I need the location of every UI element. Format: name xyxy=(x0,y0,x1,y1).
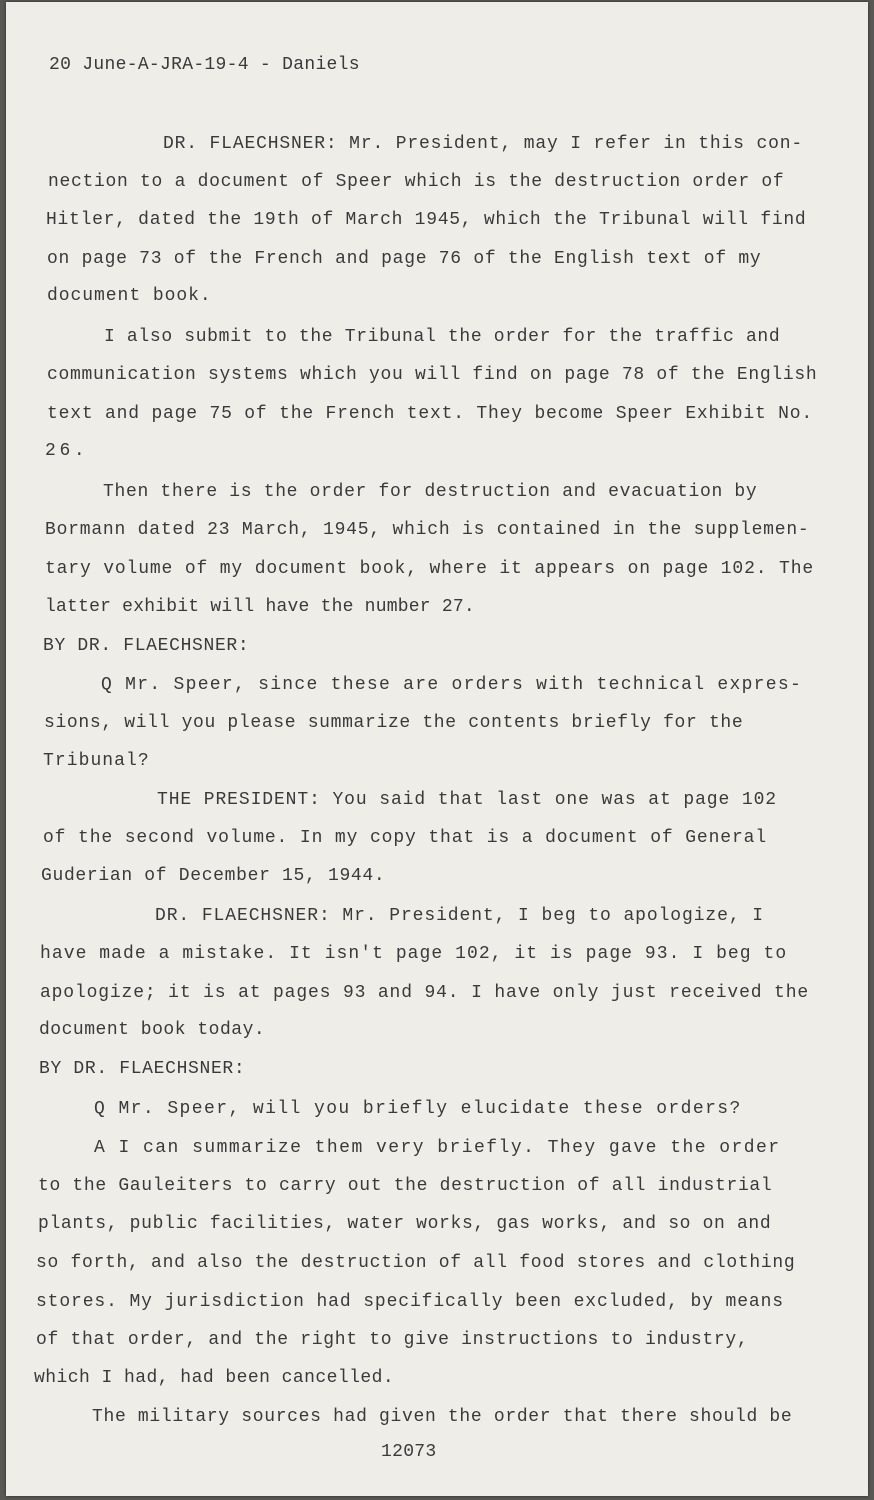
text-line: document book today. xyxy=(39,1020,266,1040)
text-line: latter exhibit will have the number 27. xyxy=(45,597,475,617)
text-line: on page 73 of the French and page 76 of the English text of my xyxy=(47,249,762,269)
text-line: communication systems which you will find on page 78 of the English xyxy=(47,365,818,385)
text-line: document book. xyxy=(47,286,212,306)
text-line: nection to a document of Speer which is the destruction order of xyxy=(48,172,785,192)
document-page xyxy=(6,2,868,1496)
text-line: The military sources had given the order that there should be xyxy=(92,1407,793,1427)
text-line: Tribunal? xyxy=(43,751,150,771)
text-line: to the Gauleiters to carry out the destruction of all industrial xyxy=(38,1176,773,1196)
running-head: 20 June-A-JRA-19-4 - Daniels xyxy=(49,55,360,75)
text-line: of that order, and the right to give instructions to industry, xyxy=(36,1330,749,1350)
text-line: A I can summarize them very briefly. They gave the order xyxy=(94,1138,781,1158)
text-line: of the second volume. In my copy that is a document of General xyxy=(43,828,767,848)
text-line: Q Mr. Speer, since these are orders with technical expres- xyxy=(101,675,803,695)
text-line: so forth, and also the destruction of all food stores and clothing xyxy=(36,1253,796,1273)
text-line: apologize; it is at pages 93 and 94. I have only just received the xyxy=(40,983,809,1003)
text-line: stores. My jurisdiction had specifically been excluded, by means xyxy=(36,1292,784,1312)
text-line: Guderian of December 15, 1944. xyxy=(41,866,386,886)
text-line: BY DR. FLAECHSNER: xyxy=(39,1059,246,1079)
text-line: plants, public facilities, water works, gas works, and so on and xyxy=(38,1214,772,1234)
text-line: which I had, had been cancelled. xyxy=(34,1368,395,1388)
text-line: text and page 75 of the French text. They become Speer Exhibit No. xyxy=(47,404,813,424)
text-line: Bormann dated 23 March, 1945, which is contained in the supplemen- xyxy=(45,520,810,540)
text-line: Then there is the order for destruction and evacuation by xyxy=(103,482,758,502)
text-line: DR. FLAECHSNER: Mr. President, I beg to apologize, I xyxy=(155,906,764,926)
text-line: Hitler, dated the 19th of March 1945, which the Tribunal will find xyxy=(46,210,807,230)
text-line: sions, will you please summarize the contents briefly for the xyxy=(44,713,744,733)
text-line: 26. xyxy=(45,441,89,461)
text-line: I also submit to the Tribunal the order for the traffic and xyxy=(104,327,781,347)
text-line: BY DR. FLAECHSNER: xyxy=(43,636,250,656)
text-line: THE PRESIDENT: You said that last one was at page 102 xyxy=(157,790,777,810)
page-number: 12073 xyxy=(381,1442,437,1462)
text-line: Q Mr. Speer, will you briefly elucidate these orders? xyxy=(94,1099,742,1119)
text-line: DR. FLAECHSNER: Mr. President, may I refer in this con- xyxy=(163,134,803,154)
text-line: have made a mistake. It isn't page 102, it is page 93. I beg to xyxy=(40,944,788,964)
text-line: tary volume of my document book, where it appears on page 102. The xyxy=(45,559,814,579)
